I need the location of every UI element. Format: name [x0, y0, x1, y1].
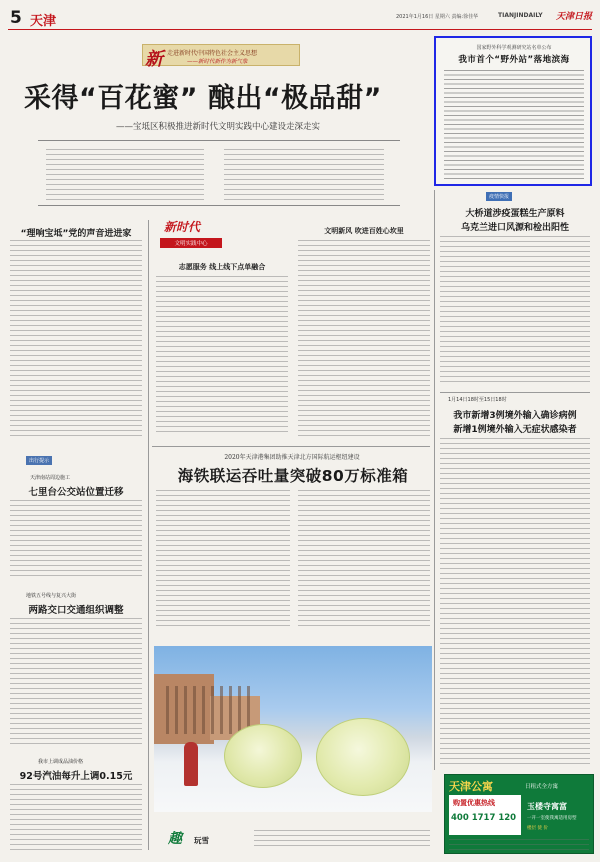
left-headline-4: 92号汽油每升上调0.15元	[19, 771, 133, 782]
feature-body-1	[156, 490, 290, 630]
highlight-kicker: 国家野外科学观测研究站名单公布	[476, 45, 552, 51]
lead-intro-box	[38, 140, 400, 206]
right-headline-1a: 大桥道涉疫蛋糕生产原料	[465, 209, 565, 219]
intro-text-left	[46, 149, 204, 201]
banner-seal-icon: 新	[145, 49, 163, 70]
right-body-2	[440, 438, 590, 768]
feature-rule	[152, 446, 430, 447]
lead-title: 采得“百花蜜” 酿出“极品甜”	[24, 83, 382, 114]
right-rule	[440, 392, 590, 393]
photo-caption-tag: 趣	[168, 831, 182, 847]
left-body-1	[10, 240, 142, 440]
apartment-ad[interactable]	[444, 774, 594, 854]
snow-photo	[154, 646, 432, 812]
masthead	[8, 6, 592, 32]
highlight-title: 我市首个“野外站”落地滨海	[458, 55, 570, 65]
left-headline-1: “理响宝坻”党的声音进进家	[20, 229, 132, 239]
ad-right-sub: 一开一室使我寓适用房型	[527, 816, 577, 821]
ad-footer-lines	[449, 839, 589, 851]
ad-phone[interactable]: 400 1717 120	[451, 813, 517, 823]
lead-subtitle: ——宝坻区积极推进新时代文明实践中心建设走深走实	[116, 122, 321, 132]
left-kicker-2: 天津南站周边施工	[30, 475, 71, 481]
left-headline-2: 七里台公交站位置迁移	[28, 487, 124, 498]
new-era-stamp	[160, 218, 222, 252]
left-body-2	[10, 500, 142, 580]
right-tag: 疫情快报	[486, 192, 512, 201]
section-name: 天津	[30, 14, 57, 29]
right-headline-2b: 新增1例境外输入无症状感染者	[453, 425, 577, 435]
feature-body-2	[298, 490, 430, 630]
photo-caption-body	[254, 830, 430, 848]
right-kicker-2: 1月14日18时至15日18时	[448, 397, 507, 403]
divider-right	[434, 190, 435, 770]
building-windows	[160, 686, 256, 734]
theme-banner	[142, 44, 300, 70]
right-body-1	[440, 236, 590, 386]
banner-line-2: ——新时代新作为新气象	[187, 59, 248, 65]
paper-name-en: TIANJINDAILY	[498, 12, 543, 19]
left-kicker-4: 我市上调成品油价格	[38, 759, 84, 765]
ad-hotline-label: 购置优惠热线	[453, 799, 495, 807]
ad-right-title: 玉楼寺寓富	[527, 802, 567, 811]
masthead-rule	[8, 29, 592, 30]
mid-body-2	[298, 240, 430, 440]
zorb-ball-right	[316, 718, 410, 796]
left-body-4	[10, 784, 142, 852]
zorb-ball-left	[224, 724, 302, 788]
paper-name-cn: 天津日报	[556, 12, 593, 22]
intro-text-right	[224, 149, 384, 201]
stamp-title: 新时代	[164, 220, 201, 234]
photo-caption-title: 玩雪	[194, 836, 209, 845]
highlight-box[interactable]	[434, 36, 592, 186]
mid-body-1	[156, 276, 288, 436]
feature-title: 海铁联运吞吐量突破80万标准箱	[177, 467, 409, 485]
left-headline-3: 两路交口交通组织调整	[28, 605, 124, 616]
mid-headline-2: 文明新风 吹进百姓心坎里	[324, 227, 404, 235]
date-line: 2021年1月16日 星期六 责编:徐佳华	[396, 14, 479, 20]
banner-line-1: 走进新时代中国特色社会主义思想	[167, 50, 258, 57]
right-headline-2a: 我市新增3例境外输入确诊病例	[453, 411, 577, 421]
mid-headline-1: 志愿服务 线上线下点单融合	[178, 263, 266, 271]
ad-right-sub2: 楼层 使 价	[527, 826, 548, 831]
page-number: 5	[10, 8, 22, 28]
ad-brand: 天津公寓	[449, 780, 493, 793]
left-tag: 出行提示	[26, 456, 52, 465]
ad-sub: 日租式全方寓	[525, 784, 559, 790]
left-body-3	[10, 618, 142, 746]
left-kicker-3: 地铁五号线与复兴大街	[26, 593, 77, 599]
feature-kicker: 2020年天津港集团助推天津北方国际航运枢纽建设	[224, 454, 360, 461]
highlight-body	[444, 70, 584, 180]
right-headline-1b: 乌克兰进口风源和检出阳性	[460, 223, 569, 233]
stamp-subtitle: 文明实践中心	[160, 238, 222, 248]
divider-left	[148, 220, 149, 850]
person-figure	[184, 742, 198, 786]
